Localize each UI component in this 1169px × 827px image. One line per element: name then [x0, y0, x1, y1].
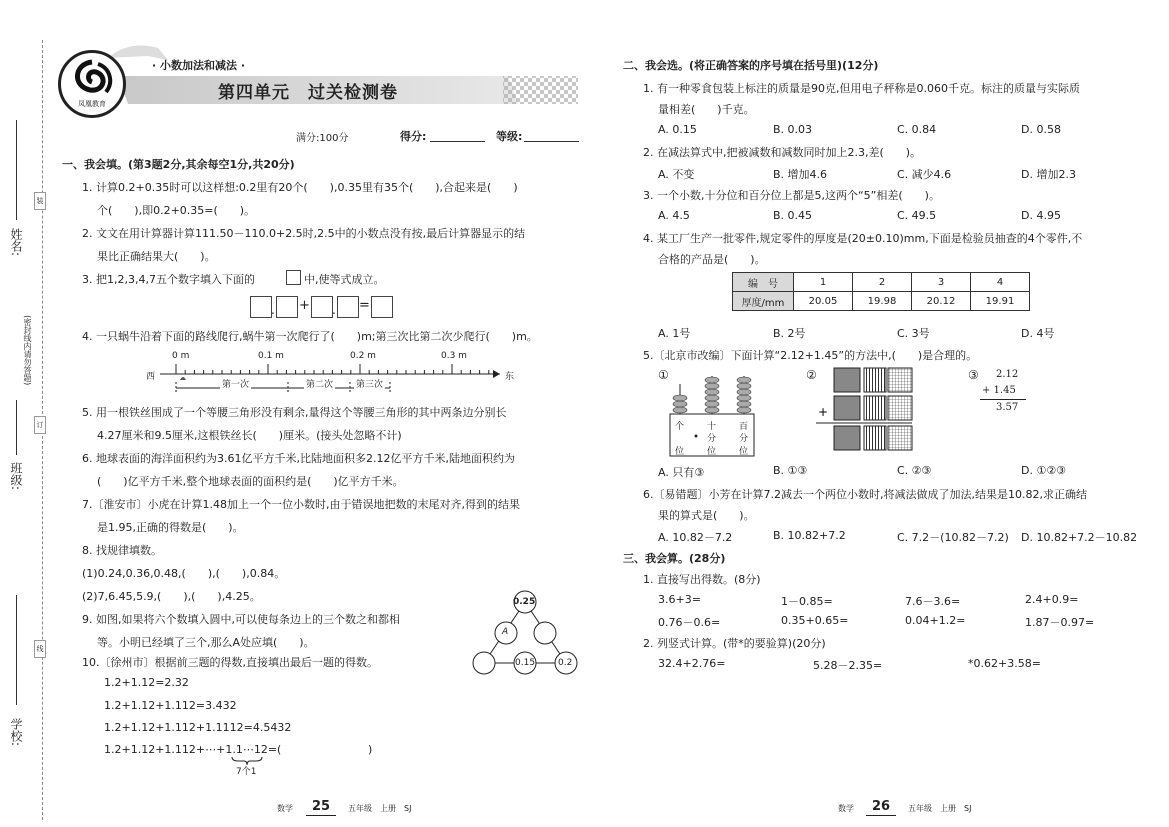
abacus-l3: 百 — [739, 422, 749, 432]
q7-line1: 7.〔淮安市〕小虎在计算1.48加上一个一位小数时,由于错误地把数的末尾对齐,得到的结果 — [82, 498, 520, 511]
q3-box-2[interactable] — [276, 296, 298, 318]
q9-line1: 9. 如图,如果将六个数填入圆中,可以使每条边上的三个数之和都相 — [82, 613, 400, 626]
points-field[interactable] — [430, 129, 485, 142]
s2-q4-optB: B. 2号 — [773, 327, 806, 340]
s3-r3-c3: *0.62+3.58= — [968, 657, 1041, 670]
q3-box-5[interactable] — [371, 296, 393, 318]
page-title: 第四单元 过关检测卷 — [218, 83, 398, 103]
abacus-l2: 十 — [707, 422, 717, 432]
q3-dot-2: . — [332, 303, 336, 317]
footer-right-page: 26 — [866, 799, 896, 816]
footer-left-subject: 数学 — [277, 804, 293, 813]
s2-q2: 2. 在减法算式中,把被减数和减数同时加上2.3,差( )。 — [643, 146, 922, 159]
table-header-thickness: 厚度/mm — [733, 292, 794, 311]
logo — [58, 50, 126, 118]
seal-note: (密封线内请勿答题) — [23, 315, 32, 386]
q10-line4: 1.2+1.12+1.112+⋯+1.1⋯12=( — [104, 743, 282, 756]
q10-line2: 1.2+1.12+1.112=3.432 — [104, 699, 237, 712]
s2-q3-optB: B. 0.45 — [773, 209, 813, 222]
s3-r2-c3: 0.04+1.2= — [905, 614, 966, 627]
q9-a: A — [502, 627, 509, 637]
s2-q6-optA: A. 10.82－7.2 — [658, 531, 733, 544]
vert-1: 2.12 — [996, 369, 1019, 380]
section1-heading: 一、我会填。(第3题2分,其余每空1分,共20分) — [62, 158, 295, 171]
q10-brace-label: 7个1 — [236, 767, 257, 777]
section2-heading: 二、我会选。(将正确答案的序号填在括号里)(12分) — [623, 59, 879, 72]
q3-equals: = — [359, 298, 370, 313]
s2-q6-line2: 果的算式是( )。 — [658, 509, 755, 522]
q10-close: ) — [368, 743, 373, 756]
s2-q5-optD: D. ①②③ — [1021, 464, 1067, 477]
phoenix-icon — [64, 56, 120, 102]
q8-part1: (1)0.24,0.36,0.48,( ),( ),0.84。 — [82, 567, 286, 580]
q3-text-a: 3. 把1,2,3,4,7五个数字填入下面的 — [82, 273, 255, 286]
q5-line2: 4.27厘米和9.5厘米,这根铁丝长( )厘米。(接头处忽略不计) — [97, 429, 402, 442]
q9-bm: 0.15 — [515, 658, 536, 668]
ruler-label-2: 0.2 m — [350, 351, 376, 361]
q3-plus: + — [299, 298, 310, 313]
s3-r2-c1: 0.76－0.6= — [658, 616, 721, 629]
s2-q4-line2: 合格的产品是( )。 — [658, 253, 766, 266]
table-cell: 2 — [853, 273, 912, 292]
s3-r1-c4: 2.4+0.9= — [1025, 593, 1079, 606]
s3-r2-c4: 1.87－0.97= — [1025, 616, 1095, 629]
q10-line3: 1.2+1.12+1.112+1.1112=4.5432 — [104, 721, 292, 734]
table-cell: 3 — [912, 273, 971, 292]
s2-q6-line1: 6.〔易错题〕小芳在计算7.2减去一个两位小数时,将减法做成了加法,结果是10.82,求正确结 — [643, 488, 1087, 501]
footer-right-grade: 五年级 上册 SJ — [908, 804, 972, 813]
vert-2: + 1.45 — [982, 385, 1016, 396]
s2-q4-optD: D. 4号 — [1021, 327, 1055, 340]
bind-tab-2: 订 — [34, 416, 46, 434]
q9-line2: 等。小明已经填了三个,那么A处应填( )。 — [97, 636, 315, 649]
q6-line2: ( )亿平方千米,整个地球表面的面积约是( )亿平方千米。 — [97, 475, 404, 488]
svg-text:+: + — [818, 405, 829, 419]
s3-r2-c2: 0.35+0.65= — [781, 614, 849, 627]
grade-label: 等级: — [496, 130, 523, 143]
class-label: 班级: — [9, 462, 23, 491]
school-label: 学校: — [9, 718, 23, 747]
s2-q4-line1: 4. 某工厂生产一批零件,规定零件的厚度是(20±0.10)mm,下面是检验员抽查的4个零件,不 — [643, 232, 1083, 245]
table-cell: 19.91 — [971, 292, 1030, 311]
abacus-l4: 位 — [675, 447, 685, 457]
q9-br: 0.2 — [558, 658, 573, 668]
points-label: 得分: — [400, 130, 427, 143]
q3-box-1[interactable] — [250, 296, 272, 318]
s3-q1: 1. 直接写出得数。(8分) — [643, 573, 761, 586]
s3-r1-c3: 7.6－3.6= — [905, 595, 961, 608]
s2-q1-line1: 1. 有一种零食包装上标注的质量是90克,但用电子秤称是0.060千克。标注的质量与实际质 — [643, 82, 1080, 95]
thickness-table — [732, 272, 1030, 311]
q5-mark-2: ② — [806, 368, 817, 382]
s2-q3-optA: A. 4.5 — [658, 209, 690, 222]
ruler-seg-3: 第三次 — [354, 377, 385, 390]
s3-q2: 2. 列竖式计算。(带*的要验算)(20分) — [643, 637, 826, 650]
q1-line1: 1. 计算0.2+0.35时可以这样想:0.2里有20个( ),0.35里有35个( ),合起来是( ) — [82, 181, 518, 194]
s2-q2-optC: C. 减少4.6 — [897, 168, 952, 181]
s2-q4-optC: C. 3号 — [897, 327, 930, 340]
logo-text: 凤凰教育 — [78, 100, 106, 108]
s2-q3: 3. 一个小数,十分位和百分位上都是5,这两个“5”相差( )。 — [643, 189, 940, 202]
section3-heading: 三、我会算。(28分) — [623, 552, 726, 565]
q7-line2: 是1.95,正确的得数是( )。 — [97, 521, 244, 534]
s2-q1-line2: 量相差( )千克。 — [658, 103, 755, 116]
q3-box-3[interactable] — [311, 296, 333, 318]
s2-q5-optA: A. 只有③ — [658, 466, 705, 479]
q10-line1: 1.2+1.12=2.32 — [104, 676, 189, 689]
q5-mark-3: ③ — [968, 368, 979, 382]
bind-tab-1: 装 — [34, 192, 46, 210]
class-field[interactable] — [16, 400, 18, 455]
abacus-l8: 位 — [739, 447, 749, 457]
base10-blocks — [814, 366, 914, 456]
s2-q2-optB: B. 增加4.6 — [773, 168, 828, 181]
footer-left-grade: 五年级 上册 SJ — [348, 804, 412, 813]
table-cell: 20.05 — [794, 292, 853, 311]
name-label: 姓名: — [9, 228, 23, 257]
q8-text: 8. 找规律填数。 — [82, 544, 162, 557]
abacus-l5: 分 — [707, 434, 717, 444]
bind-tab-3: 线 — [34, 640, 46, 658]
s2-q5: 5.〔北京市改编〕下面计算“2.12+1.45”的方法中,( )是合理的。 — [643, 349, 978, 362]
q8-part2: (2)7,6.45,5.9,( ),( ),4.25。 — [82, 590, 261, 603]
s2-q3-optC: C. 49.5 — [897, 209, 937, 222]
ruler-east: 东 — [505, 372, 515, 382]
footer-right-subject: 数学 — [838, 804, 854, 813]
footer-left-page: 25 — [306, 799, 336, 816]
abacus-l6: 分 — [739, 434, 749, 444]
s3-r1-c1: 3.6+3= — [658, 593, 701, 606]
q9-top: 0.25 — [513, 597, 536, 607]
vert-3: 3.57 — [996, 402, 1019, 413]
s2-q2-optA: A. 不变 — [658, 168, 695, 181]
q5-line1: 5. 用一根铁丝围成了一个等腰三角形没有剩余,量得这个等腰三角形的其中两条边分别长 — [82, 406, 507, 419]
q2-line2: 果比正确结果大( )。 — [97, 250, 216, 263]
q3-box-4[interactable] — [337, 296, 359, 318]
s2-q4-optA: A. 1号 — [658, 327, 691, 340]
s2-q1-optB: B. 0.03 — [773, 123, 813, 136]
s3-r1-c2: 1－0.85= — [781, 595, 833, 608]
ruler-seg-1: 第一次 — [220, 377, 251, 390]
s2-q1-optC: C. 0.84 — [897, 123, 937, 136]
s2-q5-optB: B. ①③ — [773, 464, 808, 477]
abacus-l1: 个 — [675, 422, 685, 432]
table-cell: 4 — [971, 273, 1030, 292]
q5-mark-1: ① — [658, 368, 669, 382]
q1-line2: 个( ),即0.2+0.35=( )。 — [97, 204, 256, 217]
s2-q2-optD: D. 增加2.3 — [1021, 168, 1076, 181]
name-field[interactable] — [16, 120, 18, 220]
q3-text-b: 中,使等式成立。 — [304, 273, 385, 286]
ruler-seg-2: 第二次 — [304, 377, 335, 390]
s3-r3-c1: 32.4+2.76= — [658, 657, 726, 670]
ruler-label-1: 0.1 m — [258, 351, 284, 361]
table-cell: 1 — [794, 273, 853, 292]
q2-line1: 2. 文文在用计算器计算111.50－110.0+2.5时,2.5中的小数点没有按,最后计算器显示的结 — [82, 227, 526, 240]
table-row — [733, 273, 1030, 292]
s2-q5-optC: C. ②③ — [897, 464, 932, 477]
topic: · 小数加法和减法 · — [152, 59, 246, 72]
q3-dot-1: . — [271, 303, 275, 317]
s3-r3-c2: 5.28－2.35= — [813, 659, 883, 672]
s2-q6-optD: D. 10.82+7.2－10.82 — [1021, 531, 1138, 544]
q3-box-sample — [286, 270, 301, 285]
abacus-l7: 位 — [707, 447, 717, 457]
q4-text: 4. 一只蜗牛沿着下面的路线爬行,蜗牛第一次爬行了( )m;第三次比第二次少爬行( )m。 — [82, 330, 538, 343]
q10-text: 10.〔徐州市〕根据前三题的得数,直接填出最后一题的得数。 — [82, 656, 378, 669]
school-field[interactable] — [16, 595, 18, 705]
s2-q6-optB: B. 10.82+7.2 — [773, 529, 846, 542]
s2-q1-optD: D. 0.58 — [1021, 123, 1061, 136]
ruler-west: 西 — [146, 372, 156, 382]
table-cell: 19.98 — [853, 292, 912, 311]
full-score: 满分:100分 — [296, 133, 349, 144]
q6-line1: 6. 地球表面的海洋面积约为3.61亿平方千米,比陆地面积多2.12亿平方千米,陆地面积约为 — [82, 452, 515, 465]
table-header-id: 编 号 — [733, 273, 794, 292]
vert-line — [980, 399, 1026, 400]
s2-q3-optD: D. 4.95 — [1021, 209, 1061, 222]
ruler-label-0: 0 m — [172, 351, 190, 361]
table-cell: 20.12 — [912, 292, 971, 311]
ruler-label-3: 0.3 m — [441, 351, 467, 361]
s2-q6-optC: C. 7.2－(10.82－7.2) — [897, 531, 1009, 544]
s2-q1-optA: A. 0.15 — [658, 123, 697, 136]
grade-field[interactable] — [524, 129, 579, 142]
table-row — [733, 292, 1030, 311]
